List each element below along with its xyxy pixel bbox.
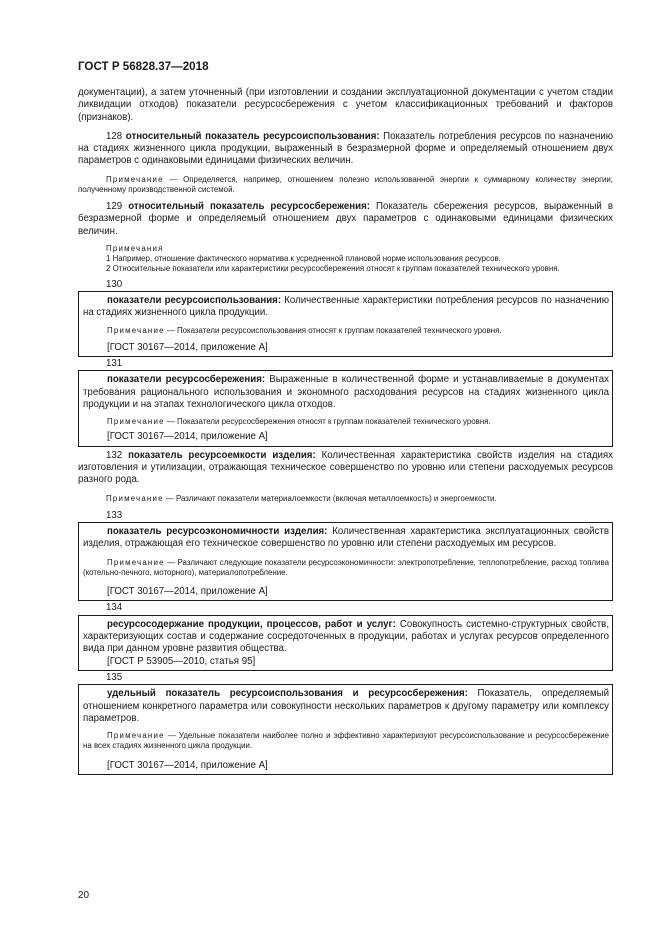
intro-paragraph: документации), а затем уточненный (при изготовлении и создании эксплуатационной документации с учетом стадии ликвидации отходов) показатели ресурсосбережения с учетом классификационных требований и факторов (признаков). [78, 87, 613, 123]
note-label: Примечание [107, 417, 165, 427]
entry-definition: Выраженные в количественной форме и устанавливаемые в документах требования рационального использования и экономного расходования ресурсов на стадиях жизненного цикла продукции и на этапах технологического цикла отходов. [83, 374, 609, 410]
document-body [78, 87, 613, 775]
entry-definition: Показатель сбережения ресурсов, выраженный в безразмерной форме и определяемый отношением двух параметров с одинаковыми единицами физических величин. [78, 201, 613, 237]
entry-number: 132 [106, 449, 123, 461]
entry-131 [78, 358, 613, 447]
entry-number: 135 [106, 671, 123, 683]
note-text: — Удельные показатели наиболее полно и эффективно характеризуют ресурсоиспользование и ресурсосбережение на всех стадиях жизненного цикла продукции. [83, 731, 609, 751]
entry-129-note-1: 1 Например, отношение фактического норматива к усредненной плановой норме использования ресурсов. [106, 254, 501, 264]
entry-term: показатели ресурсосбережения: [107, 374, 266, 386]
entry-number: 130 [106, 278, 123, 290]
entry-135-note [83, 731, 609, 751]
entry-number: 129 [106, 201, 123, 213]
entry-133-note [83, 558, 609, 578]
note-text: — Показатели ресурсосбережения относят к группам показателей технического уровня. [164, 417, 491, 427]
entry-term: относительный показатель ресурсосбережения: [128, 201, 370, 213]
entry-definition: Количественная характеристика свойств изделия на стадиях изготовления и утилизации, отражающая техническое совершенство по уровню или степени расходуемых ресурсов разного рода. [78, 449, 613, 486]
entry-133-box [78, 522, 613, 601]
entry-definition: Показатель, определяемый отношением конкретного параметра или совокупности нескольких параметров к другому параметру или комплексу параметров. [83, 688, 609, 724]
entry-term: показатель ресурсоемкости изделия: [128, 449, 316, 461]
entry-134-text [83, 619, 609, 656]
entry-term: относительный показатель ресурсоиспользования: [125, 130, 380, 142]
entry-133-text [83, 526, 609, 551]
entry-132 [78, 450, 613, 504]
note-label: Примечание [106, 493, 164, 503]
note-text: — Различают следующие показатели ресурсоэкономичности: электропотребление, теплопотребление, расход топлива (котельно-печного, моторного), материалопотребление. [83, 557, 609, 577]
entry-129 [78, 201, 613, 275]
entry-132-text [78, 450, 613, 487]
note-text: — Определяется, например, отношением полезно использованной энергии к суммарному количеству энергии, полученному производственной системой. [78, 174, 613, 194]
note-text: — Показатели ресурсоиспользования относят к группам показателей технического уровня. [164, 325, 502, 335]
entry-135 [78, 672, 613, 775]
note-label: Примечание [106, 174, 164, 184]
entry-term: удельный показатель ресурсоиспользования и ресурсосбережения: [107, 688, 468, 700]
note-label: Примечание [107, 557, 165, 567]
entry-134-reference: [ГОСТ Р 53905—2010, статья 95] [107, 655, 256, 667]
note-label: Примечание [107, 325, 165, 335]
entry-135-reference: [ГОСТ 30167—2014, приложение А] [107, 759, 268, 771]
entry-131-reference: [ГОСТ 30167—2014, приложение А] [107, 431, 268, 443]
entry-133-reference: [ГОСТ 30167—2014, приложение А] [107, 586, 268, 598]
entry-135-box [78, 684, 613, 775]
entry-131-text [83, 374, 609, 411]
entry-term: показатели ресурсоиспользования: [107, 294, 282, 306]
entry-128 [78, 131, 613, 195]
entry-128-text [78, 131, 613, 168]
entry-135-text [83, 688, 609, 725]
entry-131-box [78, 370, 613, 446]
entry-134-box [78, 615, 613, 671]
entry-definition: Показатель потребления ресурсов по назначению на стадиях жизненного цикла продукции, выраженный в безразмерной форме и определяемый отношением двух параметров с одинаковыми единицами физических величин. [78, 130, 613, 167]
entry-130 [78, 279, 613, 357]
entry-definition: Совокупность системно-структурных свойств, характеризующих состав и содержание сосредоточенных в продукции, работах и услугах ресурсов определенного вида при данном уровне развития общества. [83, 618, 610, 655]
entry-term: ресурсосодержание продукции, процессов, работ и услуг: [107, 618, 396, 630]
entry-130-note [83, 326, 609, 336]
page-number: 20 [78, 890, 90, 901]
entry-term: показатель ресурсоэкономичности изделия: [107, 526, 328, 538]
entry-definition: Количественная характеристика эксплуатационных свойств изделия, отражающая его техническое совершенство по уровню или степени расходуемых им ресурсов. [83, 526, 609, 550]
entry-number: 134 [106, 602, 123, 614]
entry-130-box [78, 291, 613, 357]
entry-number: 131 [106, 358, 123, 370]
entry-133 [78, 510, 613, 602]
notes-label: Примечания [106, 244, 164, 254]
entry-134 [78, 602, 613, 670]
entry-128-note [78, 175, 613, 195]
entry-131-note [83, 417, 609, 427]
entry-129-note-2: 2 Относительные показатели или характеристики ресурсосбережения относят к группам показателей технического уровня. [106, 264, 560, 274]
entry-130-reference: [ГОСТ 30167—2014, приложение А] [107, 341, 268, 353]
entry-number: 133 [106, 509, 123, 521]
note-text: — Различают показатели материалоемкости (включая металлоемкость) и энергоемкости. [163, 493, 497, 503]
entry-130-text [83, 295, 609, 320]
entry-132-note [78, 494, 613, 504]
entry-number: 128 [106, 130, 123, 142]
entry-129-text [78, 201, 613, 238]
note-label: Примечание [107, 731, 165, 741]
document-header: ГОСТ Р 56828.37—2018 [78, 60, 209, 73]
entry-definition: Количественные характеристики потребления ресурсов по назначению на стадиях жизненного цикла продукции. [83, 294, 609, 319]
